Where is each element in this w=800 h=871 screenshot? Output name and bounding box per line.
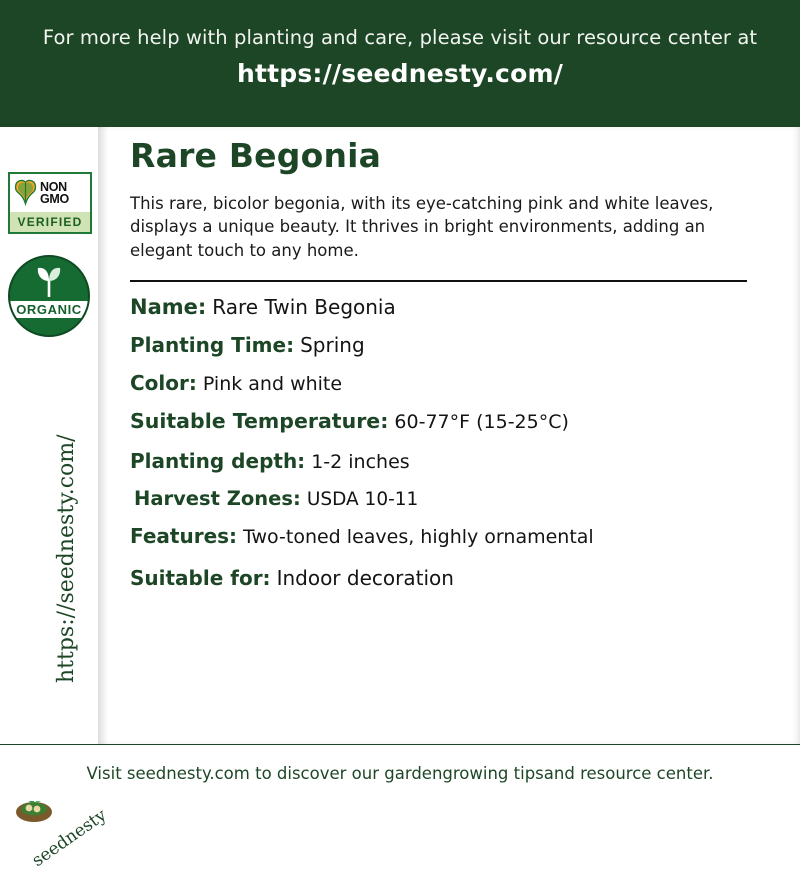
spec-list — [130, 295, 770, 590]
spec-label: Suitable for: — [130, 566, 271, 591]
spec-row-planting-depth — [130, 449, 770, 473]
non-gmo-badge-top — [10, 174, 90, 212]
vertical-website-url-text: https://seednesty.com/ — [54, 434, 79, 683]
content-card-shadow-edge — [98, 127, 108, 744]
spec-row-features — [130, 524, 770, 548]
banner-website-url[interactable]: https://seednesty.com/ — [236, 59, 564, 89]
spec-label: Color: — [130, 371, 197, 396]
page-title: Rare Begonia — [130, 136, 382, 175]
spec-row-suitable-for — [130, 566, 770, 590]
spec-value: 60-77°F (15-25°C) — [394, 411, 569, 434]
non-gmo-line1: NON — [40, 179, 67, 194]
spec-row-planting-time — [130, 333, 770, 357]
sprout-icon — [32, 263, 66, 299]
spec-label: Features: — [130, 524, 238, 549]
spec-row-name — [130, 295, 770, 319]
spec-row-suitable-temperature — [130, 409, 770, 433]
spec-label: Planting Time: — [130, 333, 295, 358]
footer-text: Visit seednesty.com to discover our gardengrowing tipsand resource center. — [86, 763, 714, 783]
banner-help-text: For more help with planting and care, please visit our resource center at — [42, 26, 758, 49]
spec-label: Planting depth: — [130, 449, 306, 474]
footer — [0, 744, 800, 801]
non-gmo-verified-label: VERIFIED — [10, 212, 90, 232]
non-gmo-line2: GMO — [40, 192, 69, 206]
spec-value: USDA 10-11 — [306, 489, 419, 511]
spec-row-harvest-zones — [134, 487, 770, 510]
butterfly-icon — [13, 178, 38, 208]
spec-label: Suitable Temperature: — [130, 409, 389, 434]
spec-value: 1-2 inches — [311, 451, 410, 474]
divider — [130, 280, 747, 282]
organic-badge-icon-wrap — [10, 257, 88, 301]
product-description: This rare, bicolor begonia, with its eye-catching pink and white leaves, displays a unique beauty. It thrives in bright environments, adding an elegant touch to any home. — [130, 194, 714, 260]
spec-label: Name: — [130, 295, 207, 320]
spec-value: Pink and white — [202, 373, 343, 396]
organic-badge — [8, 255, 90, 337]
spec-value: Spring — [300, 333, 365, 358]
organic-badge-label: ORGANIC — [10, 301, 88, 318]
spec-label: Harvest Zones: — [134, 487, 301, 511]
spec-row-color — [130, 371, 770, 395]
non-gmo-badge — [8, 172, 92, 234]
main-content — [130, 136, 770, 604]
left-badge-strip — [0, 127, 111, 871]
spec-value: Indoor decoration — [276, 566, 454, 591]
spec-value: Rare Twin Begonia — [212, 295, 396, 320]
top-banner — [0, 0, 800, 127]
brand-logo-text: seednesty — [28, 805, 111, 871]
vertical-website-url — [18, 359, 78, 689]
non-gmo-badge-text — [40, 181, 69, 206]
spec-value: Two-toned leaves, highly ornamental — [243, 526, 594, 549]
